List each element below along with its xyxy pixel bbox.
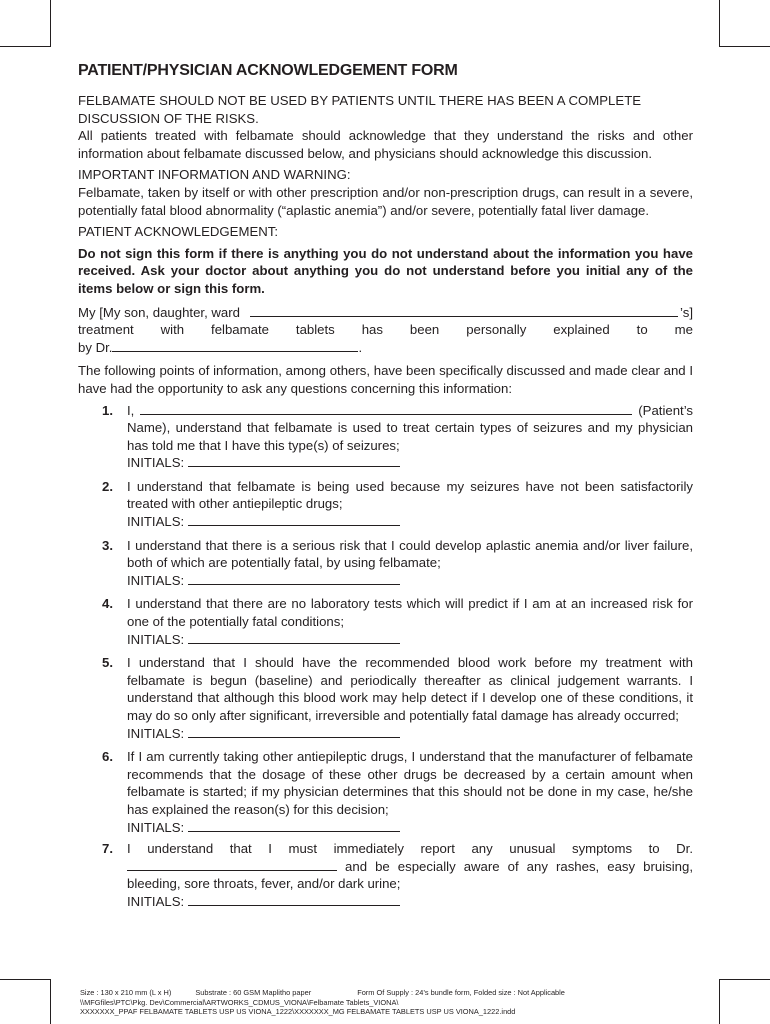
initials-label: INITIALS: bbox=[127, 819, 185, 835]
item-text: I understand that I must immediately report any unusual symptoms to Dr. bbox=[127, 841, 693, 857]
item-number: 1. bbox=[102, 402, 113, 418]
patient-heading: PATIENT ACKNOWLEDGEMENT: bbox=[78, 224, 279, 240]
ward-name-field[interactable] bbox=[250, 304, 678, 317]
doctor-name-field[interactable] bbox=[127, 858, 337, 871]
supply-spec: Form Of Supply : 24’s bundle form, Folded size : Not Applicable bbox=[357, 988, 565, 997]
list-item bbox=[78, 595, 693, 648]
crop-mark-bottom-left-horizontal bbox=[0, 979, 51, 980]
initials-field[interactable] bbox=[188, 819, 400, 832]
treatment-line bbox=[78, 321, 693, 339]
crop-mark-bottom-left-vertical bbox=[50, 979, 51, 1024]
word: with bbox=[160, 322, 185, 338]
bold-notice: Do not sign this form if there is anything you do not understand about the information you have received. Ask your doctor about anything you do not understand before you initial any of the items below or sign this form. bbox=[78, 245, 693, 296]
crop-mark-bottom-right-horizontal bbox=[719, 979, 770, 980]
word: has bbox=[361, 322, 383, 338]
word: tablets bbox=[295, 322, 335, 338]
item-number: 4. bbox=[102, 596, 113, 612]
my-son-line bbox=[78, 304, 693, 322]
list-item bbox=[78, 840, 693, 910]
initials-label: INITIALS: bbox=[127, 572, 185, 588]
list-item bbox=[78, 478, 693, 531]
item-text: I understand that I should have the recommended blood work before my treatment with felbamate is begun (baseline) and periodically thereafter as clinical judgement warrants. I understand that although this blood work may help detect if I develop one of these conditions, it may do so only after significant, irreversible and potentially fatal damage has already occurred; bbox=[127, 655, 693, 723]
item-number: 5. bbox=[102, 655, 113, 671]
file-path-1: \\MFGfiles\PTC\Pkg. Dev\Commercial\ARTWORKS_CDMUS_VIONA\Felbamate Tablets_VIONA\ bbox=[80, 997, 399, 1007]
item-number: 7. bbox=[102, 841, 113, 857]
initials-label: INITIALS: bbox=[127, 725, 185, 741]
initials-field[interactable] bbox=[188, 725, 400, 738]
file-path-2: XXXXXXX_PPAF FELBAMATE TABLETS USP US VIONA_1222\XXXXXXX_MG FELBAMATE TABLETS USP US VIONA_1222.indd bbox=[80, 1007, 516, 1016]
acknowledgement-form bbox=[78, 62, 693, 915]
word: me bbox=[674, 322, 693, 338]
word: treatment bbox=[78, 322, 134, 338]
my-suffix: ’s] bbox=[680, 304, 693, 320]
acknowledgement-list bbox=[78, 402, 693, 911]
doctor-name-field[interactable] bbox=[112, 339, 358, 352]
item-number: 6. bbox=[102, 749, 113, 765]
initials-field[interactable] bbox=[188, 572, 400, 585]
crop-mark-top-left-horizontal bbox=[0, 46, 51, 47]
form-title: PATIENT/PHYSICIAN ACKNOWLEDGEMENT FORM bbox=[78, 62, 458, 79]
substrate-spec: Substrate : 60 GSM Maplitho paper bbox=[195, 988, 312, 997]
word: explained bbox=[553, 322, 610, 338]
list-item bbox=[78, 402, 693, 472]
warning-text: Felbamate, taken by itself or with other prescription and/or non-prescription drugs, can result in a severe, potentially fatal blood abnormality (“aplastic anemia”) and/or severe, potentially fatal liver damage. bbox=[78, 184, 693, 218]
item-text: If I am currently taking other antiepileptic drugs, I understand that the manufacturer of felbamate recommends that the dosage of these other drugs be decreased by a certain amount when felbamate is started; if my physician determines that this should not be done in my case, he/she has explained the reason(s) for this decision; bbox=[127, 749, 693, 817]
item-text: (Patient’s Name), understand that felbamate is used to treat certain types of seizures and my physician has told me that I have this type(s) of seizures; bbox=[127, 402, 693, 453]
list-item bbox=[78, 748, 693, 836]
initials-field[interactable] bbox=[188, 454, 400, 467]
initials-field[interactable] bbox=[188, 513, 400, 526]
crop-mark-top-right-vertical bbox=[719, 0, 720, 46]
initials-label: INITIALS: bbox=[127, 893, 185, 909]
word: felbamate bbox=[211, 322, 269, 338]
item-text: I understand that there are no laboratory tests which will predict if I am at an increased risk for one of the potentially fatal conditions; bbox=[127, 596, 693, 630]
print-specs-footer bbox=[80, 988, 720, 1017]
by-dr-line bbox=[78, 339, 693, 357]
initials-field[interactable] bbox=[188, 893, 400, 906]
item-number: 2. bbox=[102, 478, 113, 494]
by-dr-prefix: by Dr. bbox=[78, 339, 113, 355]
item-text: and be especially aware of any rashes, easy bruising, bleeding, sore throats, fever, and/or dark urine; bbox=[127, 858, 693, 892]
crop-mark-top-left-vertical bbox=[50, 0, 51, 46]
initials-label: INITIALS: bbox=[127, 514, 185, 530]
by-dr-suffix: . bbox=[358, 339, 363, 355]
my-prefix: My [My son, daughter, ward bbox=[78, 304, 240, 320]
list-item bbox=[78, 537, 693, 590]
initials-field[interactable] bbox=[188, 631, 400, 644]
list-item bbox=[78, 654, 693, 742]
item-number: 3. bbox=[102, 537, 113, 553]
size-spec: Size : 130 x 210 mm (L x H) bbox=[80, 988, 172, 997]
word: personally bbox=[466, 322, 527, 338]
item-text: I understand that felbamate is being used because my seizures have not been satisfactorily treated with other antiepileptic drugs; bbox=[127, 478, 693, 512]
intro-text: All patients treated with felbamate should acknowledge that they understand the risks and other information about felbamate discussed below, and physicians should acknowledge this discussion. bbox=[78, 128, 693, 161]
initials-label: INITIALS: bbox=[127, 455, 185, 471]
crop-mark-top-right-horizontal bbox=[719, 46, 770, 47]
initials-label: INITIALS: bbox=[127, 631, 185, 647]
points-intro: The following points of information, among others, have been specifically discussed and made clear and I have had the opportunity to ask any questions concerning this information: bbox=[78, 363, 693, 396]
patient-name-field[interactable] bbox=[140, 402, 632, 415]
item-text: I understand that there is a serious risk that I could develop aplastic anemia and/or liver failure, both of which are potentially fatal, by using felbamate; bbox=[127, 537, 693, 571]
intro-caps: FELBAMATE SHOULD NOT BE USED BY PATIENTS UNTIL THERE HAS BEEN A COMPLETE DISCUSSION OF THE RISKS. bbox=[78, 93, 642, 126]
word: to bbox=[636, 322, 648, 338]
word: been bbox=[409, 322, 440, 338]
warning-heading: IMPORTANT INFORMATION AND WARNING: bbox=[78, 167, 351, 183]
item-lead: I, bbox=[127, 402, 135, 418]
